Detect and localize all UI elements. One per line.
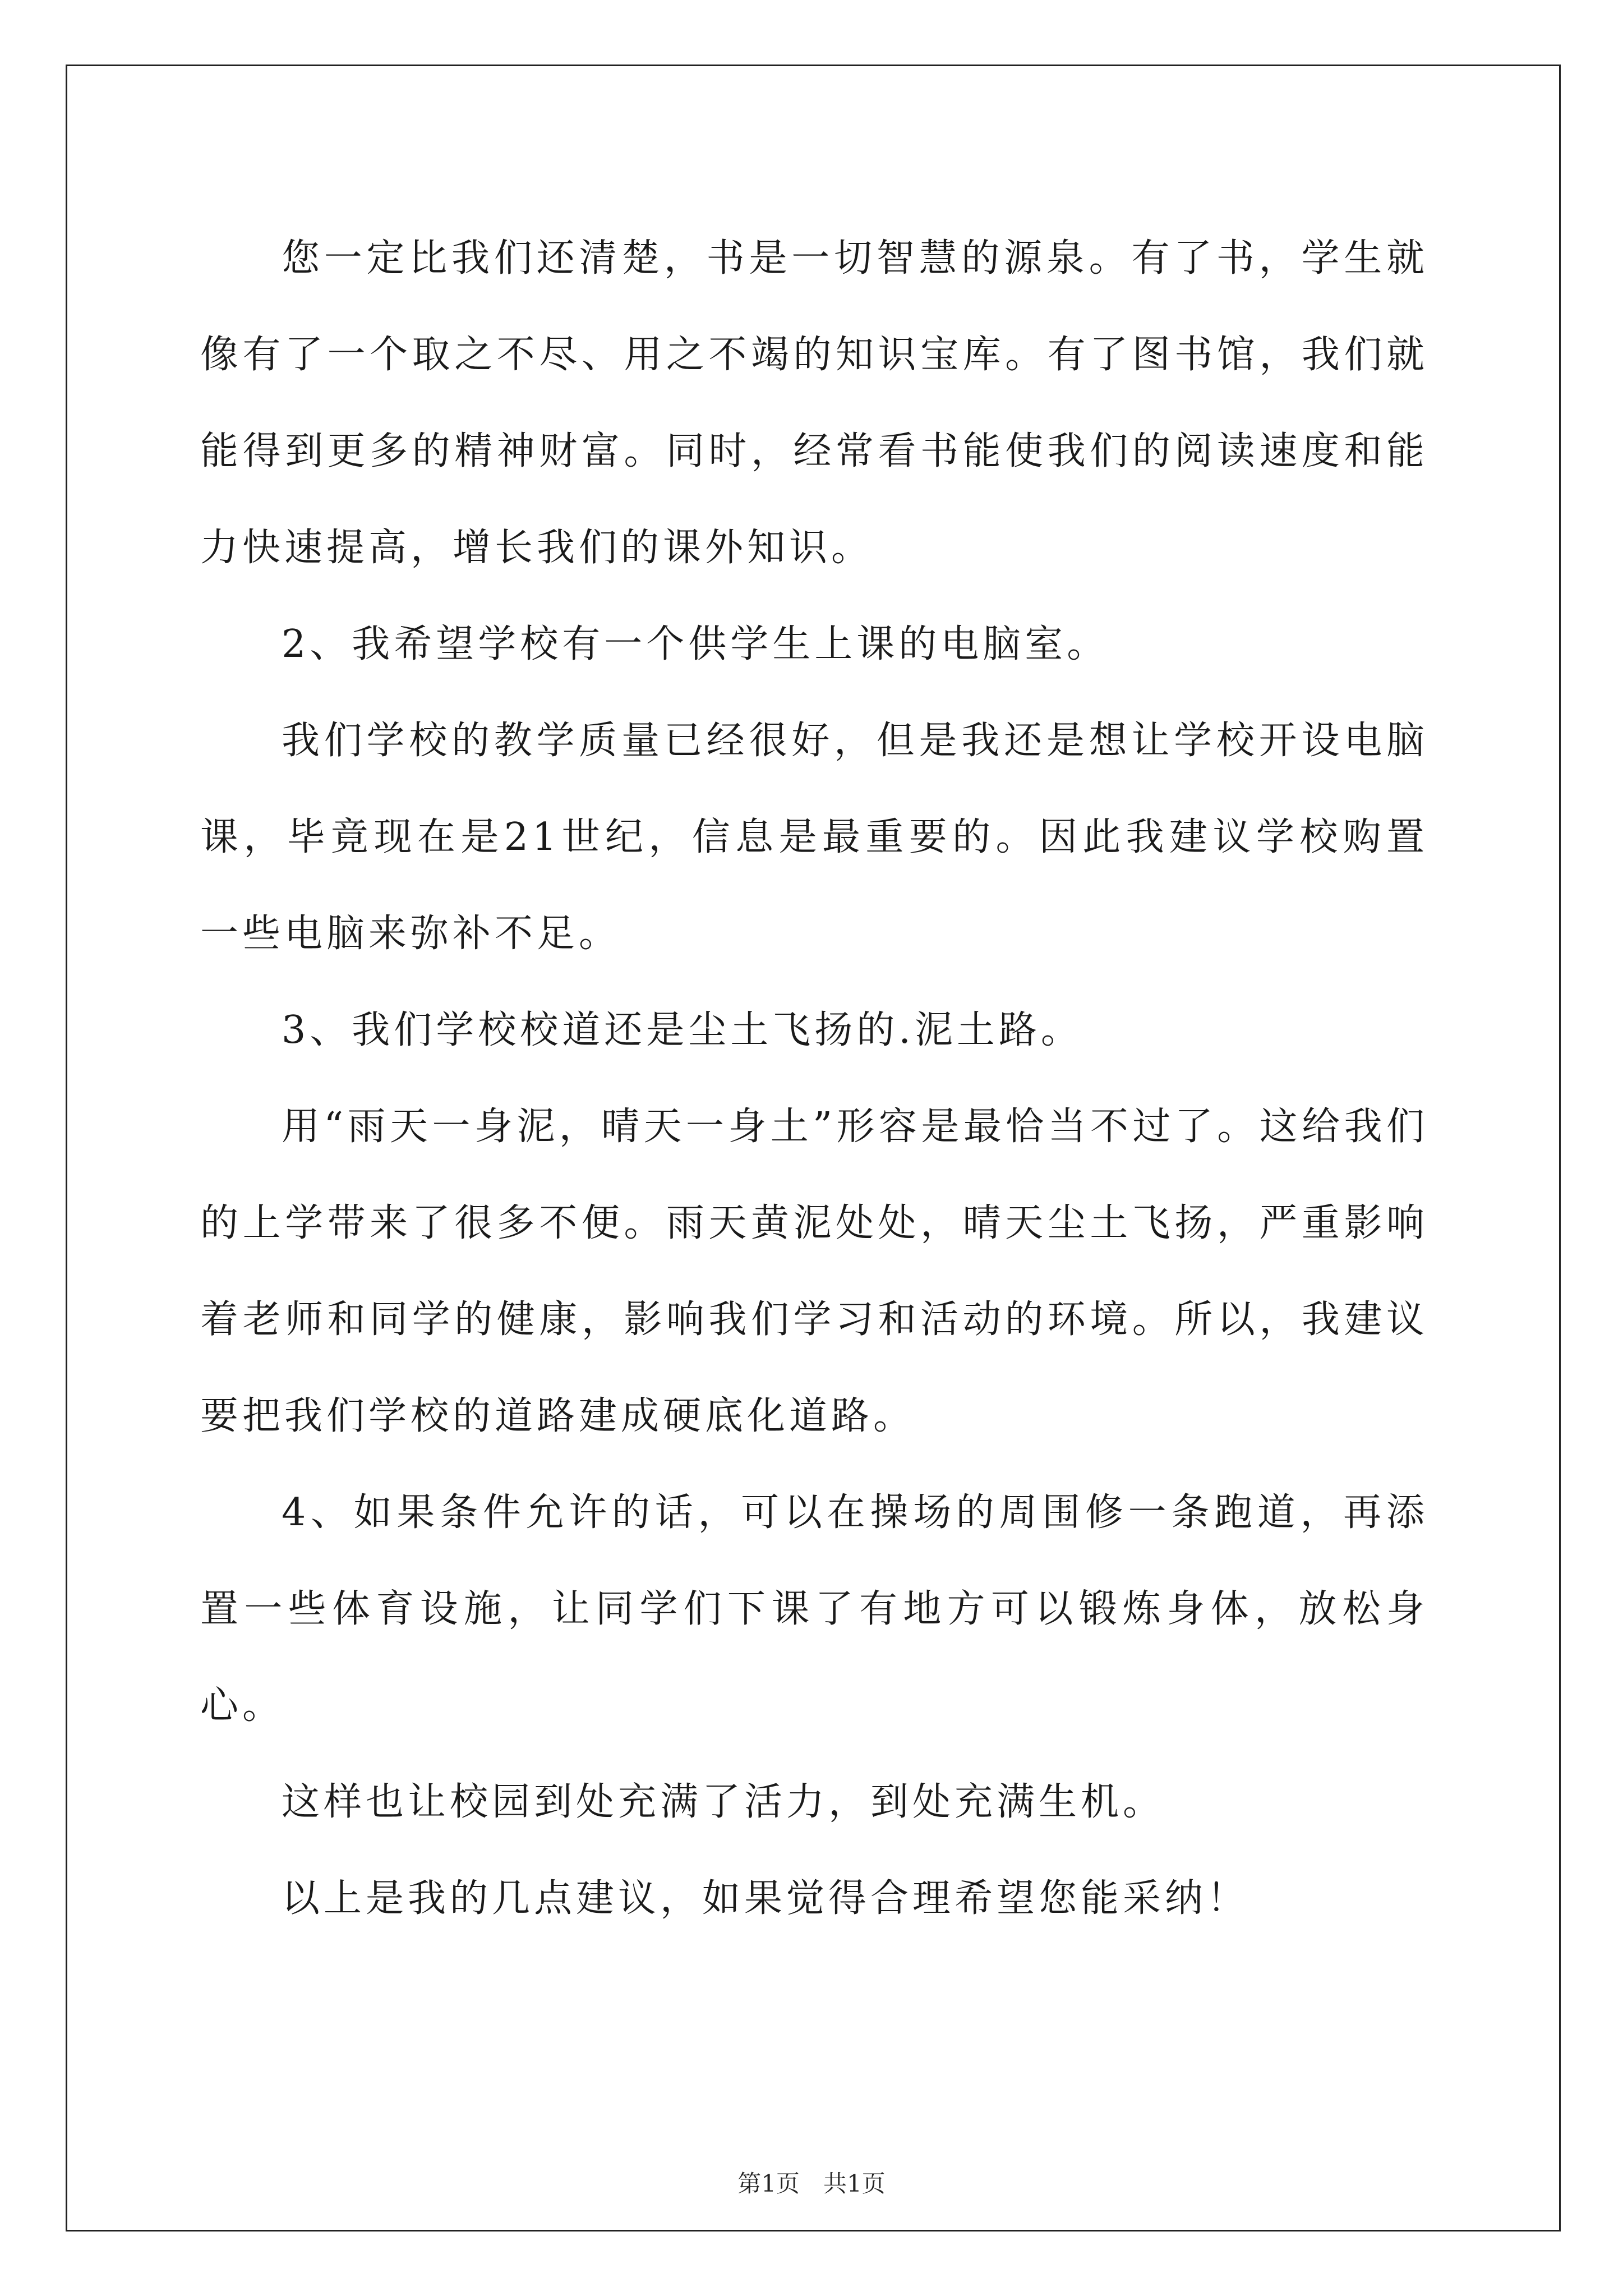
paragraph-4: 3、我们学校校道还是尘土飞扬的.泥土路。: [282, 1008, 1083, 1052]
paragraph-8: 以上是我的几点建议，如果觉得合理希望您能采纳！: [282, 1876, 1249, 1921]
paragraph-2: 2、我希望学校有一个供学生上课的电脑室。: [282, 622, 1109, 666]
page-number-footer: 第1页 共1页: [737, 2170, 886, 2197]
paragraph-7: 这样也让校园到处充满了活力，到处充满生机。: [282, 1780, 1165, 1824]
paragraph-1: 您一定比我们还清楚，书是一切智慧的源泉。有了书，学生就像有了一个取之不尽、用之不竭的知识宝库。有了图书馆，我们就能得到更多的精神财富。同时，经常看书能使我们的阅读速度和能力快速提高，增长我们的课外知识。: [200, 236, 1428, 570]
paragraph-6: 4、如果条件允许的话，可以在操场的周围修一条跑道，再添置一些体育设施，让同学们下课了有地方可以锻炼身体，放松身心。: [200, 1490, 1428, 1728]
document-body: [200, 210, 1428, 1947]
paragraph-3: 我们学校的教学质量已经很好，但是我还是想让学校开设电脑课，毕竟现在是21世纪，信息是最重要的。因此我建议学校购置一些电脑来弥补不足。: [200, 719, 1428, 956]
paragraph-5: 用“雨天一身泥，晴天一身土”形容是最恰当不过了。这给我们的上学带来了很多不便。雨天黄泥处处，晴天尘土飞扬，严重影响着老师和同学的健康，影响我们学习和活动的环境。所以，我建议要把我们学校的道路建成硬底化道路。: [200, 1105, 1428, 1438]
